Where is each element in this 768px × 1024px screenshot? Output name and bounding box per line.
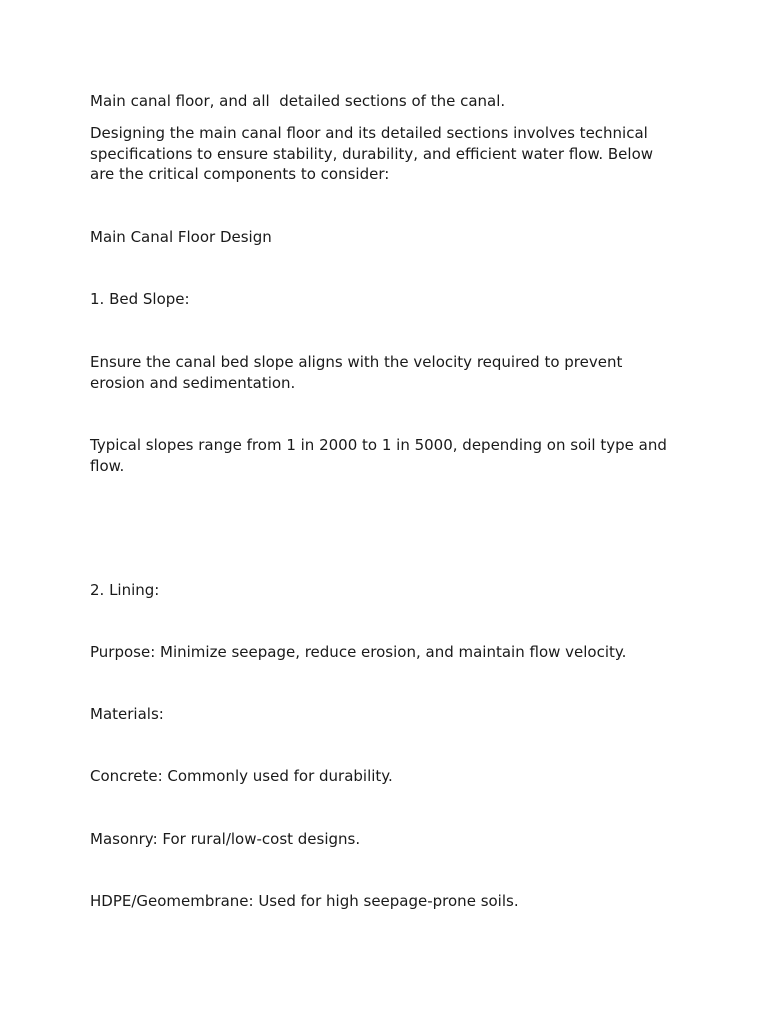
bed-slope-heading: 1. Bed Slope: (90, 290, 190, 308)
material-hdpe: HDPE/Geomembrane: Used for high seepage-prone soils. (90, 892, 519, 910)
bed-slope-point-2: Typical slopes range from 1 in 2000 to 1 in 5000, depending on soil type and flow. (90, 436, 667, 475)
document-title-line: Main canal floor, and all detailed sections of the canal. (90, 92, 506, 110)
material-concrete: Concrete: Commonly used for durability. (90, 767, 393, 785)
lining-heading: 2. Lining: (90, 581, 160, 599)
bed-slope-point-1: Ensure the canal bed slope aligns with the velocity required to prevent erosion and sedimentation. (90, 353, 623, 392)
intro-paragraph: Designing the main canal floor and its detailed sections involves technical specifications to ensure stability, durability, and efficient water flow. Below are the critical components to consider: (90, 124, 654, 183)
lining-materials-label: Materials: (90, 705, 164, 723)
lining-purpose: Purpose: Minimize seepage, reduce erosion, and maintain flow velocity. (90, 643, 627, 661)
material-masonry: Masonry: For rural/low-cost designs. (90, 830, 361, 848)
section-heading: Main Canal Floor Design (90, 228, 272, 246)
